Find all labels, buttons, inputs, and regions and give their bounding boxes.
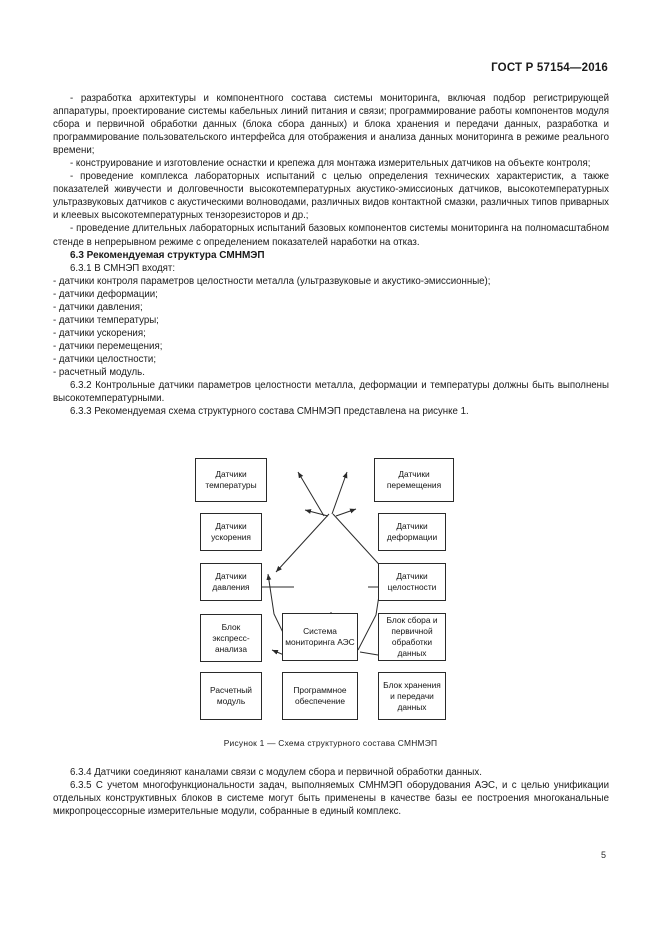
node-temperature-sensors: Датчики температуры [195, 458, 267, 502]
clause-6-3-3: 6.3.3 Рекомендуемая схема структурного состава СМНМЭП представлена на рисунке 1. [70, 406, 469, 418]
clause-6-3-4: 6.3.4 Датчики соединяют каналами связи с модулем сбора и первичной обработки данных. [70, 767, 482, 778]
node-express-analysis-block: Блок экспресс-анализа [200, 614, 262, 662]
list-item-pressure-sensors: - датчики давления; [53, 301, 143, 313]
document-body-upper [53, 92, 609, 418]
list-item-integrity-sensors: - датчики контроля параметров целостности металла (ультразвуковые и акустико-эмиссионные); [53, 275, 491, 287]
node-data-acquisition-block: Блок сбора и первичной обработки данных [378, 613, 446, 661]
clause-6-3-1-intro: 6.3.1 В СМНЭП входят: [70, 262, 176, 274]
paragraph-arch-development: - разработка архитектуры и компонентного состава системы мониторинга, включая подбор регистрирующей аппаратуры, проектирование системы кабельных линий питания и связи; программирование работы компонентов модуля сбора и первичной обработки данных (блока сбора данных) и блока хранения и передачи данных, разработка и программирование пользовательского интерфейса для отображения и анализа данных мониторинга в режиме реального времени; [53, 93, 609, 157]
node-central-monitoring-system: Система мониторинга АЭС [282, 613, 358, 661]
list-item-temperature-sensors: - датчики температуры; [53, 314, 159, 326]
figure-caption: Рисунок 1 — Схема структурного состава СМНМЭП [223, 738, 438, 748]
figure-1 [0, 450, 661, 755]
node-calculation-module: Расчетный модуль [200, 672, 262, 720]
structural-scheme-diagram [186, 450, 476, 735]
list-item-acceleration-sensors: - датчики ускорения; [53, 327, 146, 339]
node-deformation-sensors: Датчики деформации [378, 513, 446, 551]
list-item-displacement-sensors: - датчики перемещения; [53, 340, 163, 352]
node-pressure-sensors: Датчики давления [200, 563, 262, 601]
document-header-standard-id: ГОСТ Р 57154—2016 [491, 62, 608, 74]
node-displacement-sensors: Датчики перемещения [374, 458, 454, 502]
clause-6-3-5: 6.3.5 С учетом многофункциональности задач, выполняемых СМНМЭП оборудования АЭС, и с целью унификации отдельных конструктивных блоков в системе могут быть применены в качестве базы ее построения многоканальные микропроцессорные измерительные модули, собранные в единый комплекс. [53, 780, 609, 818]
node-acceleration-sensors: Датчики ускорения [200, 513, 262, 551]
node-software: Программное обеспечение [282, 672, 358, 720]
section-heading-6-3: 6.3 Рекомендуемая структура СМНМЭП [70, 249, 265, 261]
list-item-calculation-module: - расчетный модуль. [53, 366, 145, 378]
clause-6-3-2: 6.3.2 Контрольные датчики параметров целостности металла, деформации и температуры должны быть выполнены высокотемпературными. [53, 380, 609, 405]
page-number: 5 [600, 850, 606, 860]
list-item-integrity-sensors-2: - датчики целостности; [53, 353, 157, 365]
list-item-deformation-sensors: - датчики деформации; [53, 288, 158, 300]
node-integrity-sensors: Датчики целостности [378, 563, 446, 601]
document-body-lower [53, 766, 609, 818]
paragraph-long-term-tests: - проведение длительных лабораторных испытаний базовых компонентов системы мониторинга на полномасштабном стенде в непрерывном режиме с определением показателей наработки на отказ. [53, 223, 609, 248]
paragraph-lab-tests: - проведение комплекса лабораторных испытаний с целью определения технических характеристик, а также показателей живучести и долговечности высокотемпературных акустико-эмиссионых датчиков, высокотемпературных ультразвуковых датчиков с акустическими волноводами, различных видов контактной смазки, различных типов приварных и клеевых высокотемпературных тензорезисторов и др.; [53, 171, 609, 222]
paragraph-tooling-fabrication: - конструирование и изготовление оснастки и крепежа для монтажа измерительных датчиков на объекте контроля; [70, 158, 591, 170]
node-storage-transfer-block: Блок хранения и передачи данных [378, 672, 446, 720]
